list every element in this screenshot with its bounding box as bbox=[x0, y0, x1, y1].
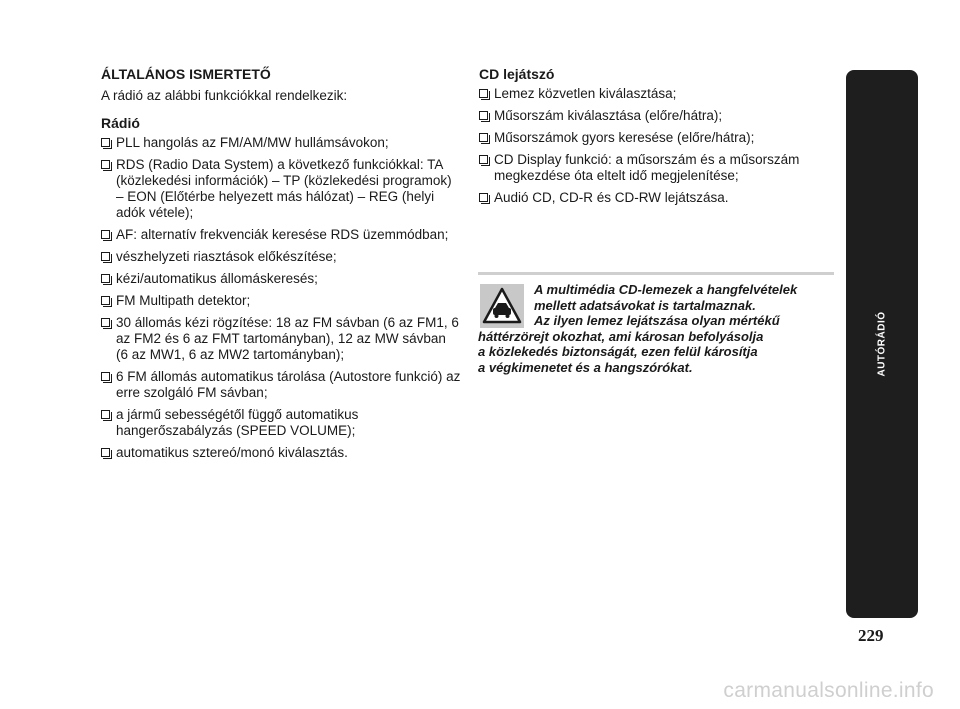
list-item: a jármű sebességétől függő automatikus hangerőszabályzás (SPEED VOLUME); bbox=[101, 407, 461, 439]
checkbox-bullet-icon bbox=[101, 296, 110, 305]
list-item: AF: alternatív frekvenciák keresése RDS üzemmódban; bbox=[101, 227, 461, 243]
list-item: PLL hangolás az FM/AM/MW hullámsávokon; bbox=[101, 135, 461, 151]
checkbox-bullet-icon bbox=[479, 155, 488, 164]
checkbox-bullet-icon bbox=[101, 252, 110, 261]
checkbox-bullet-icon bbox=[101, 160, 110, 169]
checkbox-bullet-icon bbox=[479, 193, 488, 202]
warning-divider bbox=[478, 272, 834, 275]
cd-feature-list bbox=[479, 86, 839, 206]
checkbox-bullet-icon bbox=[101, 230, 110, 239]
radio-feature-list bbox=[101, 135, 461, 461]
watermark: carmanualsonline.info bbox=[723, 679, 934, 702]
chapter-tab bbox=[846, 70, 918, 618]
radio-subheading: Rádió bbox=[101, 115, 140, 131]
section-heading: ÁLTALÁNOS ISMERTETŐ bbox=[101, 66, 271, 82]
checkbox-bullet-icon bbox=[101, 372, 110, 381]
checkbox-bullet-icon bbox=[479, 89, 488, 98]
list-item: automatikus sztereó/monó kiválasztás. bbox=[101, 445, 461, 461]
right-column bbox=[479, 66, 839, 212]
list-item: FM Multipath detektor; bbox=[101, 293, 461, 309]
list-item: CD Display funkció: a műsorszám és a műsorszám megkezdése óta eltelt idő megjelenítése; bbox=[479, 152, 839, 184]
checkbox-bullet-icon bbox=[101, 448, 110, 457]
list-item: Audió CD, CD-R és CD-RW lejátszása. bbox=[479, 190, 839, 206]
left-column bbox=[101, 66, 461, 467]
checkbox-bullet-icon bbox=[479, 133, 488, 142]
checkbox-bullet-icon bbox=[101, 274, 110, 283]
page-number: 229 bbox=[858, 626, 884, 645]
list-item: Lemez közvetlen kiválasztása; bbox=[479, 86, 839, 102]
checkbox-bullet-icon bbox=[101, 138, 110, 147]
intro-text: A rádió az alábbi funkciókkal rendelkezik: bbox=[101, 88, 348, 103]
chapter-tab-label: AUTÓRÁDIÓ bbox=[876, 311, 888, 377]
list-item: 6 FM állomás automatikus tárolása (Autostore funkció) az erre szolgáló FM sávban; bbox=[101, 369, 461, 401]
warning-text: A multimédia CD-lemezek a hangfelvételek mellett adatsávokat is tartalmaznak. Az ilyen lemez lejátszása olyan mértékű háttérzörejt okozhat, ami károsan befolyásolja a közlekedés biztonságát, ezen felül károsítja a végkimenetet és a hangszórókat. bbox=[478, 282, 798, 375]
list-item: kézi/automatikus állomáskeresés; bbox=[101, 271, 461, 287]
warning-box bbox=[478, 272, 834, 375]
list-item: Műsorszámok gyors keresése (előre/hátra); bbox=[479, 130, 839, 146]
list-item: vészhelyzeti riasztások előkészítése; bbox=[101, 249, 461, 265]
checkbox-bullet-icon bbox=[479, 111, 488, 120]
list-item: 30 állomás kézi rögzítése: 18 az FM sávban (6 az FM1, 6 az FM2 és 6 az FMT tartományban), 12 az MW sávban (6 az MW1, 6 az MW2 tartományban); bbox=[101, 315, 461, 363]
warning-triangle-icon bbox=[480, 284, 524, 328]
cd-subheading: CD lejátszó bbox=[479, 66, 555, 82]
list-item: RDS (Radio Data System) a következő funkciókkal: TA (közlekedési információk) – TP (közlekedési programok) – EON (Előtérbe helyezett más hálózat) – REG (helyi adók vétele); bbox=[101, 157, 461, 221]
checkbox-bullet-icon bbox=[101, 410, 110, 419]
list-item: Műsorszám kiválasztása (előre/hátra); bbox=[479, 108, 839, 124]
checkbox-bullet-icon bbox=[101, 318, 110, 327]
